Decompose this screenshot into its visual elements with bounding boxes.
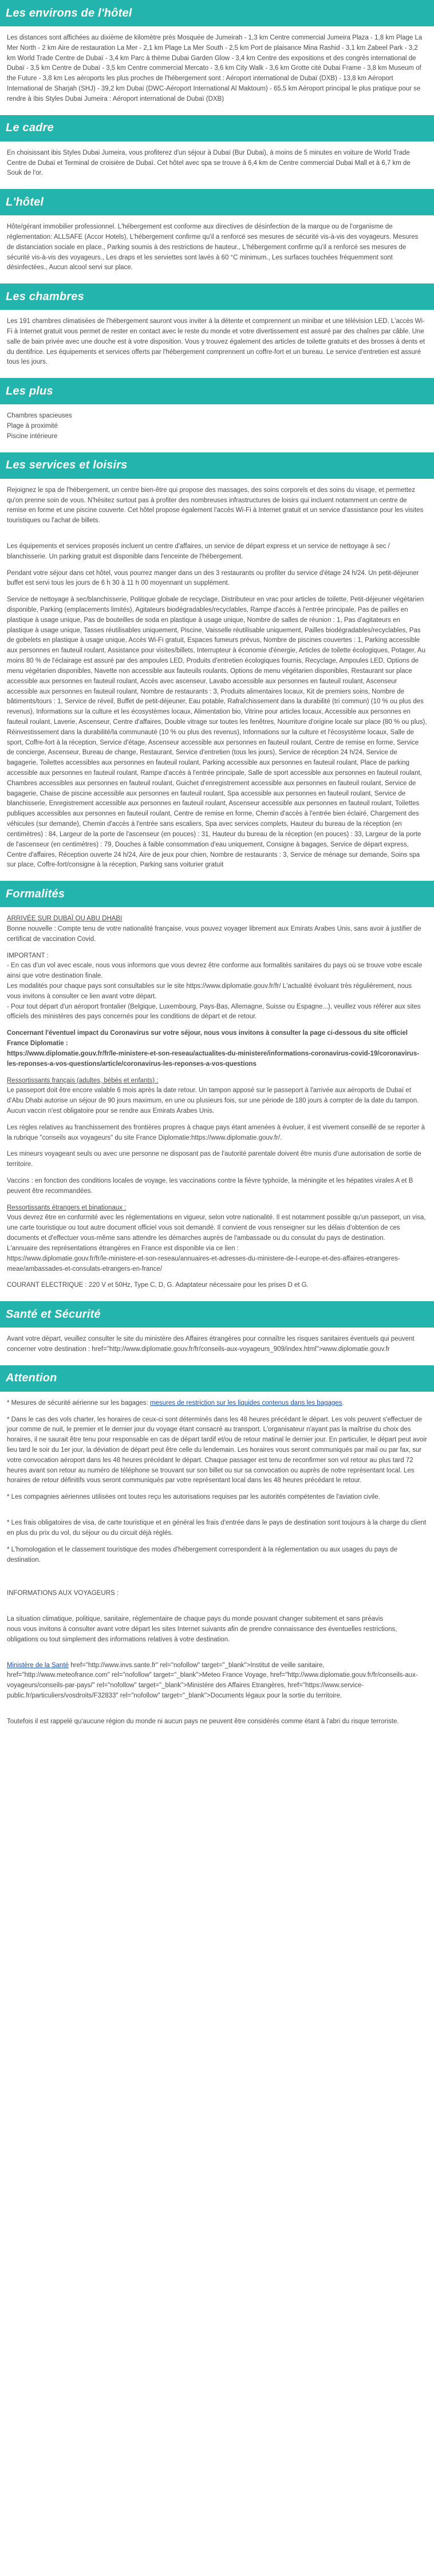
rules-text: Les règles relatives au franchissement des frontières propres à chaque pays étant amenées à évoluer, il est vivement conseillé de se reporter à la rubrique "conseils aux voyageurs" du site France Diplomatie:https://www.diplomatie.gouv.fr/. [7,1124,425,1141]
section-cadre [0,115,434,189]
hotel-body [0,215,434,283]
section-plus [0,378,434,452]
sante-body [0,1328,434,1365]
cadre-body [0,141,434,189]
chambres-text: Les 191 chambres climatisées de l'hébergement sauront vous inviter à la détente et comprennent un minibar et une télévision LED. L'accès Wi-Fi à Internet gratuit vous permet de rester en contact avec le reste du monde et votre divertissement est assuré par des chaînes par câble. Une salle de bain privée avec une douche est à votre disposition. Vous y trouvez également des articles de toilette gratuits et des brosses à dents et du dentifrice. Les équipements et services offerts par l'hébergement comprennent un coffre-fort et un bureau. Le service d'entretien est assuré tous les jours. [7,318,425,366]
section-title-cadre: Le cadre [0,115,434,141]
chambres-body [0,310,434,378]
section-formalites [0,881,434,1301]
info-text: La situation climatique, politique, sanitaire, réglementaire de chaque pays du monde pouvant changer subitement et sans préavis nous vous invitons à consulter avant votre départ les sites Internet suivants afin de prendre connaissance des éventuelles restrictions, obligations ou tout simplement des informations relatives à votre destination. [7,1616,397,1643]
section-title-formalites: Formalités [0,881,434,907]
electric-text: COURANT ELECTRIQUE : 220 V et 50Hz, Type C, D, G. Adaptateur nécessaire pour les prises D et G. [7,1282,309,1289]
foreign-link[interactable]: https://www.diplomatie.gouv.fr/fr/le-ministere-et-son-reseau/annuaires-et-adresses-du-ministere-de-l-europe-et-des-affaires-etrangeres-meae/ambassades-et-consulats-etrangers-en-france/ [7,1255,400,1273]
list-item: Plage à proximité [7,423,58,430]
info-links [7,1661,427,1701]
services-paragraph-1: Rejoignez le spa de l'hébergement, un centre bien-être qui propose des massages, des soins corporels et des soins du visage, et permettez qu'on prenne soin de vous. N'hésitez surtout pas à profiter des nombreuses infrastructures de loisirs qui incluent notamment un centre de remise en forme et une piscine couverte. Cet hôtel propose également l'accès Wi-Fi à Internet gratuit et un service d'assistance pour les visites touristiques ou l'achat de billets. [7,486,424,525]
attention-p1-label: * Mesures de sécurité aérienne sur les bagages: [7,1399,150,1407]
coronavirus-notice: Concernant l'éventuel impact du Coronavirus sur votre séjour, nous vous invitons à consulter la page ci-dessous du site officiel France Diplomatie : [7,1030,408,1047]
info-links-text: href="http://www.invs.sante.fr" rel="nofollow" target="_blank">Institut de veille sanitaire, href="http://www.meteofrance.com" rel="nofollow" target="_blank">Meteo France Voyage, href="http://www.diplomatie.gouv.fr/fr/conseils-aux-voyageurs/conseils-par-pays/" rel="nofollow" target="_blank">Ministère des Affaires Etrangères, href="https://www.service-public.fr/particuliers/vosdroits/F32833" rel="nofollow" target="_blank">Documents légaux pour la sortie du territoire. [7,1661,418,1699]
ministere-sante-link[interactable]: Ministère de la Santé [7,1661,69,1669]
section-sante [0,1301,434,1365]
section-environs [0,0,434,115]
environs-body [0,26,434,115]
section-hotel [0,189,434,283]
passport-text-1: Le passeport doit être encore valable 6 mois après la date retour. Un tampon apposé sur le passeport à l'arrivée aux aéroports de Dubaï et d'Abu Dhabi autorise un séjour de 90 jours maximum, en une ou plusieurs fois, sur une période de 180 jours à compter de la date du tampon. [7,1087,419,1105]
foreign-heading: Ressortissants étrangers et binationaux : [7,1204,127,1211]
coronavirus-link[interactable]: https://www.diplomatie.gouv.fr/fr/le-ministere-et-son-reseau/actualites-du-ministere/informations-coronavirus-covid-19/coronavirus-les-reponses-a-vos-questions/article/coronavirus-les-reponses-a-vos-questions [7,1050,420,1068]
section-chambres [0,283,434,378]
section-title-hotel: L'hôtel [0,189,434,215]
attention-p1-end: . [342,1399,344,1407]
sante-text: Avant votre départ, veuillez consulter le site du ministère des Affaires étrangères pour connaître les risques sanitaires éventuels qui peuvent concerner votre destination : href="http://www.diplomatie.gouv.fr/fr/conseils-aux-voyageurs_909/index.html">www.diplomatie.gouv.fr [7,1336,415,1353]
cadre-text: En choisissant ibis Styles Dubai Jumeira, vous profiterez d'un séjour à Dubaï (Bur Dubai), à moins de 5 minutes en voiture de World Trade Centre de Dubaï et Terminal de croisière de Dubaï. Cet hôtel avec spa se trouve à 6,4 km de Centre commercial Dubai Mall et à 6,7 km de Souk de l'or. [7,149,411,177]
important-label: IMPORTANT : [7,952,49,959]
important-line-3: - Pour tout départ d'un aéroport frontalier (Belgique, Luxembourg, Pays-Bas, Allemagne, Suisse ou Espagne...), veuillez vous référer aux sites officiels des ministères des pays concernés pour les conditions de départ et de retour. [7,1003,421,1021]
environs-text: Les distances sont affichées au dixième de kilomètre près Mosquée de Jumeirah - 1,3 km Centre commercial Jumeira Plaza - 1,8 km Plage La Mer North - 2 km Aire de restauration La Mer - 2,1 km Plage La Mer South - 2,5 km Port de plaisance Mina Rashid - 3,1 km Zabeel Park - 3,2 km World Trade Centre de Dubaï - 3,4 km Parc à thème Dubai Garden Glow - 3,4 km Centre des expositions et des congrès international de Dubaï - 3,5 km Centre de Dubaï - 3,5 km Centre commercial Mercato - 3,6 km City Walk - 3,6 km Grotte cité Dubai Frame - 3,8 km Museum of the Future - 3,8 km Les aéroports les plus proches de l'hébergement sont : Aéroport international de Dubaï (DXB) - 13,8 km Aéroport International de Sharjah (SHJ) - 39,2 km Dubaï (DWC-Aéroport International Al Maktoum) - 65,5 km Aéroport principal le plus pratique pour se rendre à Ibis Styles Dubai Jumeira : Aéroport international de Dubaï (DXB) [7,34,423,103]
section-title-plus: Les plus [0,378,434,404]
liquids-restriction-link[interactable]: mesures de restriction sur les liquides contenus dans les bagages [149,1399,342,1407]
attention-paragraph-3: * Les compagnies aériennes utilisées ont toutes reçu les autorisations requises par les autorités compétentes de l'aviation civile. [7,1494,380,1501]
foreign-text-1: Vous devrez être en conformité avec les réglementations en vigueur, selon votre nationalité. Il est notamment possible qu'un passeport, un visa, une carte touristique ou tout autre document officiel vous soit demandé. Il convient de vous renseigner sur les délais d'obtention de ces documents et d'effectuer vous-même sans attendre les démarches auprès de l'ambassade ou du consulat du pays de destination. [7,1214,426,1242]
attention-paragraph-5: * L'homologation et le classement touristique des modes d'hébergement correspondent à la réglementation ou aux usages du pays de destination. [7,1546,398,1563]
section-attention [0,1365,434,1738]
services-paragraph-4: Service de nettoyage à sec/blanchisserie, Politique globale de recyclage, Distributeur en vrac pour articles de toilette, Petit-déjeuner végétarien disponible, Parking (emplacements limités), Agitateurs biodégradables/recyclables, Rampe d'accès à l'entrée principale, Pas de pailles en plastique à usage unique, Pas de bouteilles de soda en plastique à usage unique, Nombre de salles de réunion : 1, Pas d'agitateurs en plastique à usage unique, Tasses réutilisables uniquement, Piscine, Vaisselle réutilisable uniquement, Pailles biodégradables/recyclables, Pas de gobelets en plastique à usage unique, Accès Wi-Fi gratuit, Espaces fumeurs prévus, Nombre de piscines couvertes : 1, Parking accessible aux personnes en fauteuil roulant, Assistance pour visites/billets, Interrupteur à économie d'énergie, Articles de toilette écologiques, Potager, Au moins 80 % de l'éclairage est assuré par des ampoules LED, Produits d'entretien écologiques fournis, Recyclage, Ampoules LED, Options de menu végétarien disponibles, Navette non accessible aux fauteuils roulants, Options de menu végétarien disponibles, Restaurant sur place accessible aux personnes en fauteuil roulant, Accès avec ascenseur, Lavabo accessible aux personnes en fauteuil roulant, Ascenseur accessible aux personnes en fauteuil roulant, Nombre de restaurants : 3, Produits alimentaires locaux, Kit de premiers soins, Nombre de bâtiments/tours : 1, Service de réveil, Buffet de petit-déjeuner, Eau potable, Rafraîchissement dans la durabilité (tri commun) (10 % ou plus des revenus), Informations sur la culture et les écosystèmes locaux, Alimentation bio, Vitrine pour articles locaux, Accessible aux personnes en fauteuil roulant, Laverie, Ascenseur, Centre d'affaires, Double vitrage sur toutes les fenêtres, Nourriture d'origine locale sur place (80 % ou plus), Réinvestissement dans la durabilité/la communauté (10 % ou plus des revenus), Informations sur la culture et l'écosystème locaux, Salle de sport, Coffre-fort à la réception, Service d'étage, Ascenseur accessible aux personnes en fauteuil roulant, Centre de remise en forme, Service de concierge, Ascenseur, Bureau de change, Restaurant, Service d'entretien (tous les jours), Service de réception 24 h/24, Service de bagagerie, Toilettes accessibles aux personnes en fauteuil roulant, Parking accessible aux personnes en fauteuil roulant, Place de parking accessible aux personnes en fauteuil roulant, Rampe d'accès à l'entrée principale, Salle de sport accessible aux personnes en fauteuil roulant, Chambres accessibles aux personnes en fauteuil roulant, Guichet d'enregistrement accessible aux personnes en fauteuil roulant, Service de bagagerie, Chaise de piscine accessible aux personnes en fauteuil roulant, Spa accessible aux personnes en fauteuil roulant, Service de blanchisserie, Enregistrement accessible aux personnes en fauteuil roulant, Ascenseur accessible aux personnes en fauteuil roulant, Toilettes publiques accessibles aux personnes en fauteuil roulant, Centre de remise en forme, Chemin d'accès à l'entrée bien éclairé, Chargement des véhicules (sur demande), Chemin d'accès à l'entrée sans escaliers, Spa avec services complets, Hauteur du bureau de la réception (en centimètres) : 84, Largeur de la porte de l'ascenseur (en pouces) : 31, Hauteur du bureau de la réception (en pouces) : 33, Largeur de la porte de l'ascenseur (en centimètres) : 79, Douches à faible consommation d'eau uniquement, Consigne à bagages, Service de départ express, Centre d'affaires, Réception ouverte 24 h/24, Aire de jeux pour chien, Nombre de restaurants : 3, Service de ménage sur demande, Soins spa sur place, Coffre-fort/consigne à la réception, Parking sans voiturier gratuit [7,596,427,869]
section-title-sante: Santé et Sécurité [0,1301,434,1328]
section-title-attention: Attention [0,1365,434,1392]
passport-text-2: Aucun vaccin n'est obligatoire pour se rendre aux Emirats Arabes Unis. [7,1107,215,1114]
section-title-services: Les services et loisirs [0,452,434,479]
list-item: Piscine intérieure [7,432,58,440]
services-paragraph-3: Pendant votre séjour dans cet hôtel, vous pourrez manger dans un des 3 restaurants ou profiter du service d'étage 24 h/24. Un petit-déjeuner buffet est servi tous les jours de 6 h 30 à 11 h 00 moyennant un supplément. [7,569,419,587]
services-body [0,479,434,881]
foreign-text-2: L'annuaire des représentations étrangères en France est disponible via ce lien : [7,1244,239,1252]
passport-heading: Ressortissants français (adultes, bébés et enfants) : [7,1077,159,1084]
important-line-1: - En cas d'un vol avec escale, nous vous informons que vous devrez être conforme aux formalités sanitaires du pays où se trouve votre escale ainsi que votre destination finale. [7,962,423,980]
attention-body [0,1392,434,1738]
attention-paragraph-2: * Dans le cas des vols charter, les horaires de ceux-ci sont déterminés dans les 48 heures précédant le départ. Les vols peuvent s'effectuer de jour comme de nuit, le premier et le dernier jour du voyage étant consacré au transport. L'organisateur n'ayant pas la maîtrise du choix des horaires, il ne saurait être tenu pour responsable en cas de départ tardif et/ou de retour matinal le dernier jour. En particulier, le départ peut avoir lieu tard le soir du 1er jour, la déviation de départ peut être celle du lendemain. Les horaires vous seront communiqués par mail ou par fax, sur votre convocation aéroport dans les 48 heures précédant le départ. Chaque passager est tenu de reconfirmer son vol retour au plus tard 72 heures avant son retour au numéro de téléphone se trouvant sur son billet ou sur sa convocation ou auprès de notre représentant local. Les horaires de retour définitifs vous seront communiqués par votre représentant local dans les 48 heures précédant le retour. [7,1416,427,1484]
minors-text: Les mineurs voyageant seuls ou avec une personne ne disposant pas de l'autorité parentale doivent être munis d'une autorisation de sortie de territoire. [7,1151,421,1168]
final-note: Toutefois il est rappelé qu'aucune région du monde ni aucun pays ne peuvent être considérés comme étant à l'abri du risque terroriste. [7,1718,399,1725]
hotel-text: Hôte/gérant immobilier professionnel. L'hébergement est conforme aux directives de désinfection de la marque ou de l'organisme de réglementation: ALLSAFE (Accor Hotels), L'hébergement confirme qu'il a renforcé ses mesures de sécurité vis-à-vis des voyageurs. Mesures de distanciation sociale en place., Parking soumis à des restrictions de hauteur., L'hébergement confirme qu'il a renforcé ses mesures de sécurité vis-à-vis des voyageurs., Les draps et les serviettes sont lavés à 60 °C minimum., Les surfaces touchées fréquemment sont désinfectées., Aucun alcool servi sur place. [7,223,419,271]
section-title-environs: Les environs de l'hôtel [0,0,434,26]
arrival-text: Bonne nouvelle : Compte tenu de votre nationalité française, vous pouvez voyager librement aux Emirats Arabes Unis, sans avoir à justifier de certificat de vaccination Covid. [7,925,421,943]
info-heading: INFORMATIONS AUX VOYAGEURS : [7,1590,119,1597]
attention-paragraph-4: * Les frais obligatoires de visa, de carte touristique et en général les frais d'entrée dans le pays de destination sont toujours à la charge du client en plus du prix du vol, du séjour ou du circuit déjà réglés. [7,1519,427,1537]
important-line-2: Les modalités pour chaque pays sont consultables sur le site https://www.diplomatie.gouv.fr/fr/ L'actualité évoluant très régulièrement, nous vous invitons à consulter ce lien avant votre départ. [7,983,412,1000]
section-title-chambres: Les chambres [0,283,434,310]
formalites-body [0,907,434,1301]
list-item: Chambres spacieuses [7,412,72,420]
plus-body [0,404,434,452]
services-paragraph-2: Les équipements et services proposés incluent un centre d'affaires, un service de départ express et un service de nettoyage à sec / blanchisserie. Un parking gratuit est disponible dans l'enceinte de l'hébergement. [7,542,390,560]
attention-paragraph-1 [7,1399,427,1409]
arrival-heading: ARRIVÉE SUR DUBAÏ OU ABU DHABI [7,915,123,923]
vaccines-text: Vaccins : en fonction des conditions locales de voyage, les vaccinations contre la fièvre typhoïde, la méningite et les hépatites virales A et B peuvent être recommandées. [7,1177,413,1195]
section-services [0,452,434,881]
